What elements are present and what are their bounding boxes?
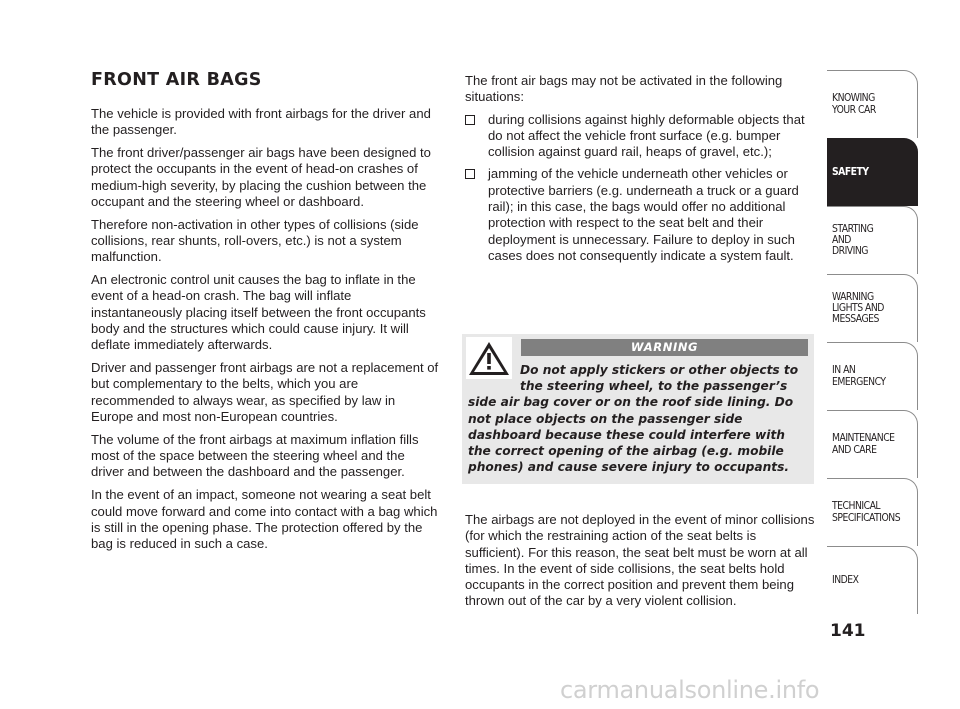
nav-tab-warning-lights[interactable] <box>827 274 918 342</box>
nav-tab-index[interactable] <box>827 546 918 614</box>
nav-tab-in-an-emergency[interactable] <box>827 342 918 410</box>
nav-tab-safety[interactable] <box>827 138 918 206</box>
chapter-nav <box>827 70 918 617</box>
paragraph: The volume of the front airbags at maximum inflation fills most of the space between the steering wheel and the driver and between the dashboard and the passenger. <box>91 431 419 480</box>
list-item-text: during collisions against highly deformable objects that do not affect the vehicle front surface (e.g. bumper collision against guard rail, heaps of gravel, etc.); <box>488 111 805 160</box>
page-title: FRONT AIR BAGS <box>91 70 262 90</box>
checkbox-bullet-icon <box>465 169 475 179</box>
paragraph: Driver and passenger front airbags are not a replacement of but complementary to the belts, which you are recommended to always wear, as specified by law in Europe and most non-European countries. <box>91 360 439 425</box>
nav-tab-label: SAFETY <box>832 165 869 178</box>
nav-tab-starting-and-driving[interactable] <box>827 206 918 274</box>
nav-tab-maintenance[interactable] <box>827 410 918 478</box>
warning-text-container <box>468 362 808 475</box>
left-column <box>91 106 441 559</box>
nav-tab-label: STARTING AND DRIVING <box>832 222 874 258</box>
list-item-text: jamming of the vehicle underneath other vehicles or protective barriers (e.g. underneath a truck or a guard rail); in this case, the bags would offer no additional protection with respect to the seat belt and their deployment is unnecessary. Failure to deploy in such cases does not consequently indicate a system fault. <box>488 166 799 263</box>
paragraph: The airbags are not deployed in the event of minor collisions (for which the restraining action of the seat belts is sufficient). For this reason, the seat belt must be worn at all times. In the event of side collisions, the seat belts hold occupants in the correct position and prevent them being thrown out of the car by a very violent collision. <box>465 512 815 609</box>
paragraph: The front air bags may not be activated in the following situations: <box>465 73 783 105</box>
nav-tab-knowing-your-car[interactable] <box>827 70 918 138</box>
list-item <box>465 166 815 264</box>
nav-tab-label: TECHNICAL SPECIFICATIONS <box>832 500 901 524</box>
checkbox-bullet-icon <box>465 115 475 125</box>
warning-text: Do not apply stickers or other objects to the steering wheel, to the passenger’s side air bag cover or on the roof side lining. Do not place objects on the passenger side dashboard because these could interfere with the correct opening of the airbag (e.g. mobile phones) and cause severe injury to occupants. <box>468 363 799 475</box>
paragraph: Therefore non-activation in other types of collisions (side collisions, rear shunts, roll-overs, etc.) is not a system malfunction. <box>91 216 419 265</box>
nav-tab-label: MAINTENANCE AND CARE <box>832 432 895 456</box>
paragraph: An electronic control unit causes the bag to inflate in the event of a head-on crash. The bag will inflate instantaneously placing itself between the front occupants body and the structures which could cause injury. It will deflate immediately afterwards. <box>91 272 426 353</box>
warning-box <box>462 334 814 484</box>
nav-tab-label: IN AN EMERGENCY <box>832 364 886 388</box>
nav-tab-label: WARNING LIGHTS AND MESSAGES <box>832 290 884 326</box>
paragraph: The front driver/passenger air bags have been designed to protect the occupants in the event of head-on crashes of medium-high severity, by placing the cushion between the occupant and the steering wheel or dashboard. <box>91 145 431 209</box>
paragraph: The vehicle is provided with front airbags for the driver and the passenger. <box>91 106 431 138</box>
page-number: 141 <box>830 621 866 641</box>
nav-tab-label: KNOWING YOUR CAR <box>832 92 876 116</box>
right-column <box>465 73 815 264</box>
warning-label: WARNING <box>521 339 808 356</box>
watermark: carmanualsonline.info <box>560 676 820 704</box>
nav-tab-label: INDEX <box>832 573 859 586</box>
paragraph: In the event of an impact, someone not wearing a seat belt could move forward and come into contact with a bag which is still in the opening phase. The protection offered by the bag is reduced in such a case. <box>91 487 438 552</box>
nav-tab-technical-specifications[interactable] <box>827 478 918 546</box>
list-item <box>465 112 815 161</box>
